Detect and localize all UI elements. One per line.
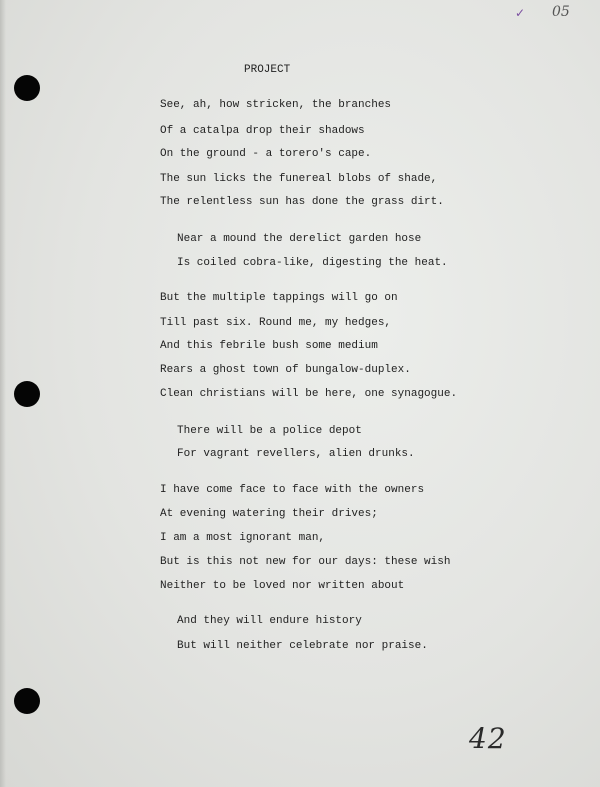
poem-line: And they will endure history (177, 615, 362, 627)
poem-line: Rears a ghost town of bungalow-duplex. (160, 364, 411, 376)
poem-line: Neither to be loved nor written about (160, 580, 405, 592)
poem-line: Clean christians will be here, one synagogue. (160, 388, 458, 400)
poem-line: At evening watering their drives; (160, 508, 378, 520)
poem-line: On the ground - a torero's cape. (160, 148, 372, 160)
poem-line: But is this not new for our days: these wish (160, 556, 451, 568)
poem-line: But the multiple tappings will go on (160, 292, 398, 304)
poem-line: Till past six. Round me, my hedges, (160, 317, 392, 329)
poem-line: Of a catalpa drop their shadows (160, 125, 365, 137)
page-edge-shadow (0, 0, 6, 787)
poem-line: But will neither celebrate nor praise. (177, 640, 428, 652)
punch-hole-bottom (14, 688, 40, 714)
poem-line: The relentless sun has done the grass dirt. (160, 196, 444, 208)
handwritten-page-number: 42 (469, 722, 507, 755)
punch-hole-top (14, 75, 40, 101)
poem-line: See, ah, how stricken, the branches (160, 99, 392, 111)
poem-line: Near a mound the derelict garden hose (177, 233, 422, 245)
poem-title: PROJECT (244, 64, 291, 76)
poem-line: Is coiled cobra-like, digesting the heat. (177, 257, 448, 269)
poem-line: The sun licks the funereal blobs of shade, (160, 173, 438, 185)
poem-line: There will be a police depot (177, 425, 362, 437)
poem-line: And this febrile bush some medium (160, 340, 378, 352)
check-mark-annotation: ✓ (515, 6, 526, 20)
poem-line: I am a most ignorant man, (160, 532, 326, 544)
poem-line: For vagrant revellers, alien drunks. (177, 448, 415, 460)
corner-note-annotation: 05 (552, 4, 570, 20)
punch-hole-middle (14, 381, 40, 407)
poem-line: I have come face to face with the owners (160, 484, 425, 496)
